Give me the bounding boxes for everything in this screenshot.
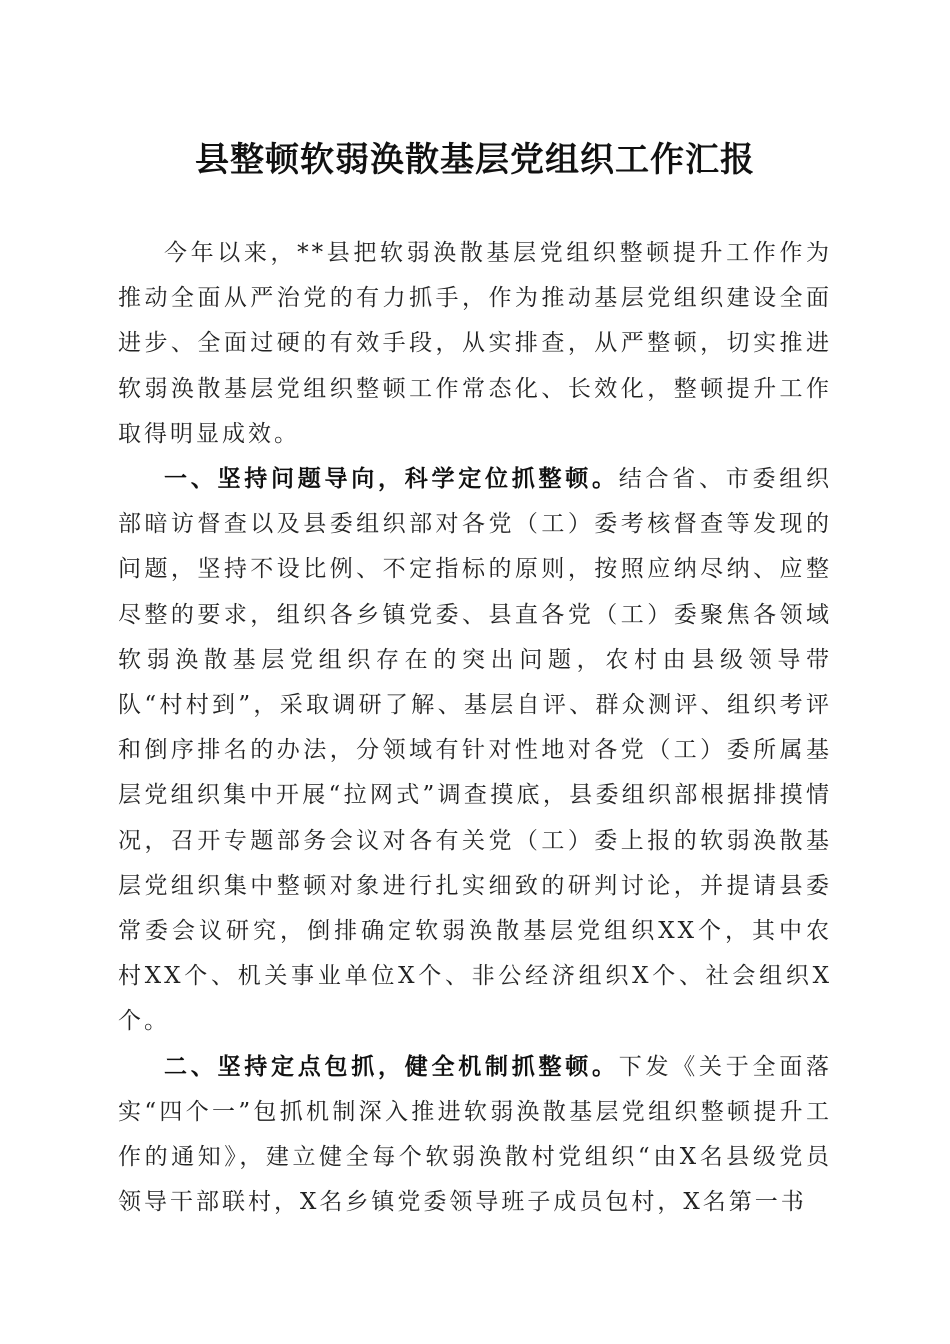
paragraph-section-1 <box>118 457 832 1045</box>
paragraph-text: 结合省、市委组织部暗访督查以及县委组织部对各党（工）委考核督查等发现的问题，坚持不设比例、不定指标的原则，按照应纳尽纳、应整尽整的要求，组织各乡镇党委、县直各党（工）委聚焦各领域软弱涣散基层党组织存在的突出问题，农村由县级领导带队“村村到”，采取调研了解、基层自评、群众测评、组织考评和倒序排名的办法，分领域有针对性地对各党（工）委所属基层党组织集中开展“拉网式”调查摸底，县委组织部根据排摸情况，召开专题部务会议对各有关党（工）委上报的软弱涣散基层党组织集中整顿对象进行扎实细致的研判讨论，并提请县委常委会议研究，倒排确定软弱涣散基层党组织XX个，其中农村XX个、机关事业单位X个、非公经济组织X个、社会组织X个。 <box>118 466 832 1035</box>
document-title: 县整顿软弱涣散基层党组织工作汇报 <box>195 140 755 180</box>
section-heading: 一、坚持问题导向，科学定位抓整顿。 <box>164 466 619 493</box>
paragraph-text: 下发《关于全面落实“四个一”包抓机制深入推进软弱涣散基层党组织整顿提升工作的通知》，建立健全每个软弱涣散村党组织“由X名县级党员领导干部联村，X名乡镇党委领导班子成员包村，X名第一书 <box>118 1053 832 1216</box>
paragraph-section-2 <box>118 1045 832 1226</box>
paragraph-text: 今年以来，**县把软弱涣散基层党组织整顿提升工作作为推动全面从严治党的有力抓手，作为推动基层党组织建设全面进步、全面过硬的有效手段，从实排查，从严整顿，切实推进软弱涣散基层党组织整顿工作常态化、长效化，整顿提升工作取得明显成效。 <box>118 240 832 447</box>
paragraph-intro <box>118 231 832 457</box>
section-heading: 二、坚持定点包抓，健全机制抓整顿。 <box>164 1053 619 1080</box>
document-body <box>118 231 832 1225</box>
